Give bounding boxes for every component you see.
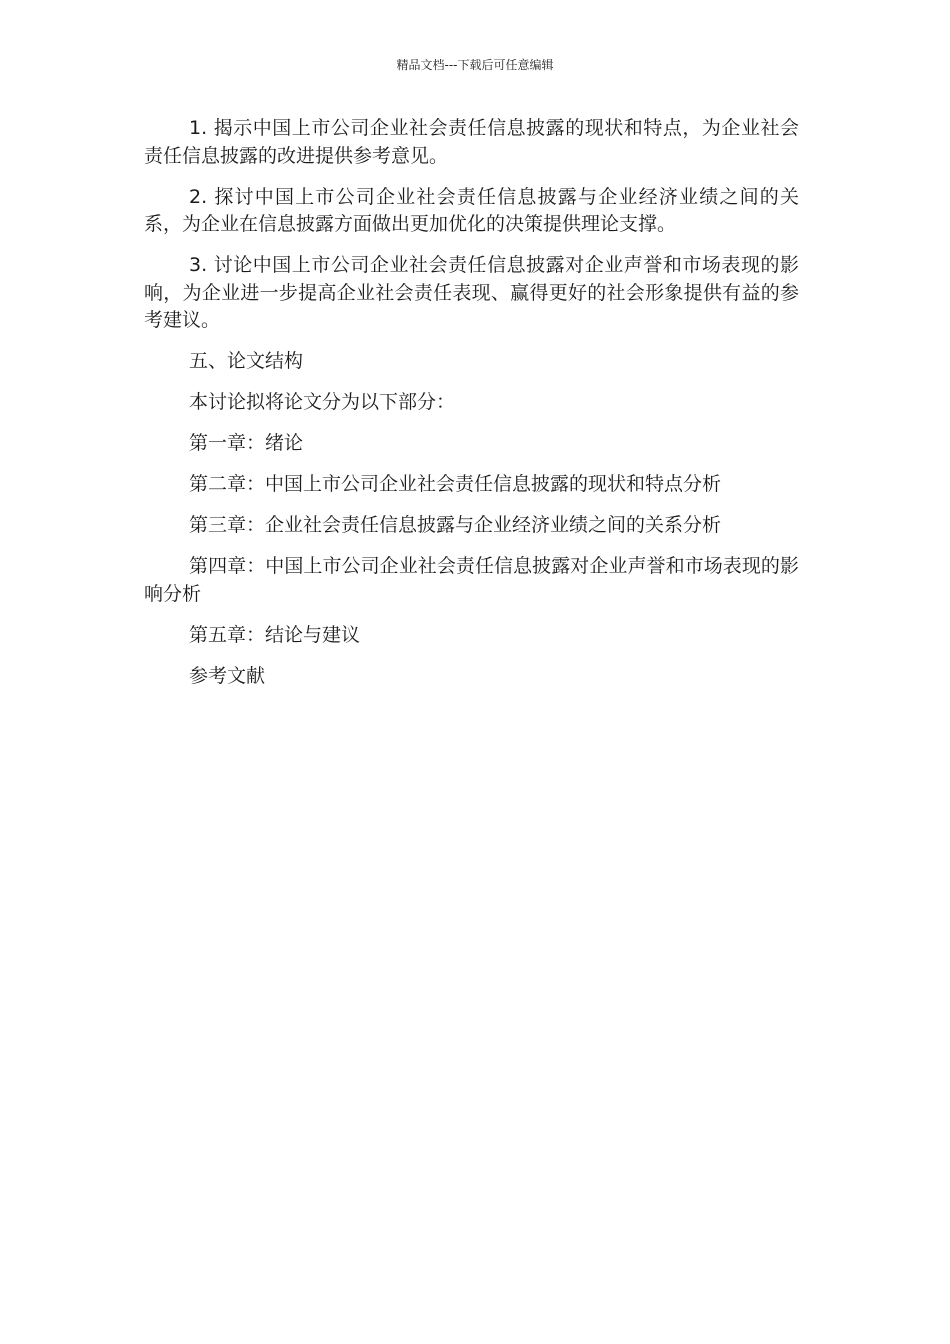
chapter-2: 第二章：中国上市公司企业社会责任信息披露的现状和特点分析 (189, 473, 722, 495)
objective-paragraph-1: 1. 揭示中国上市公司企业社会责任信息披露的现状和特点，为企业社会责任信息披露的改进提供参考意见。 (144, 117, 799, 167)
references-heading: 参考文献 (189, 664, 266, 687)
section-heading-structure: 五、论文结构 (189, 350, 304, 372)
objective-paragraph-2: 2. 探讨中国上市公司企业社会责任信息披露与企业经济业绩之间的关系，为企业在信息披露方面做出更加优化的决策提供理论支撑。 (144, 185, 799, 235)
chapter-4: 第四章：中国上市公司企业社会责任信息披露对企业声誉和市场表现的影响分析 (144, 555, 799, 605)
page-header: 精品文档---下载后可任意编辑 (396, 58, 554, 72)
objective-paragraph-3: 3. 讨论中国上市公司企业社会责任信息披露对企业声誉和市场表现的影响，为企业进一步提高企业社会责任表现、赢得更好的社会形象提供有益的参考建议。 (144, 254, 799, 331)
document-body (144, 115, 799, 704)
chapter-5: 第五章：结论与建议 (189, 623, 361, 646)
structure-intro: 本讨论拟将论文分为以下部分： (189, 391, 456, 413)
chapter-3: 第三章：企业社会责任信息披露与企业经济业绩之间的关系分析 (189, 514, 722, 536)
chapter-1: 第一章：绪论 (189, 432, 304, 454)
